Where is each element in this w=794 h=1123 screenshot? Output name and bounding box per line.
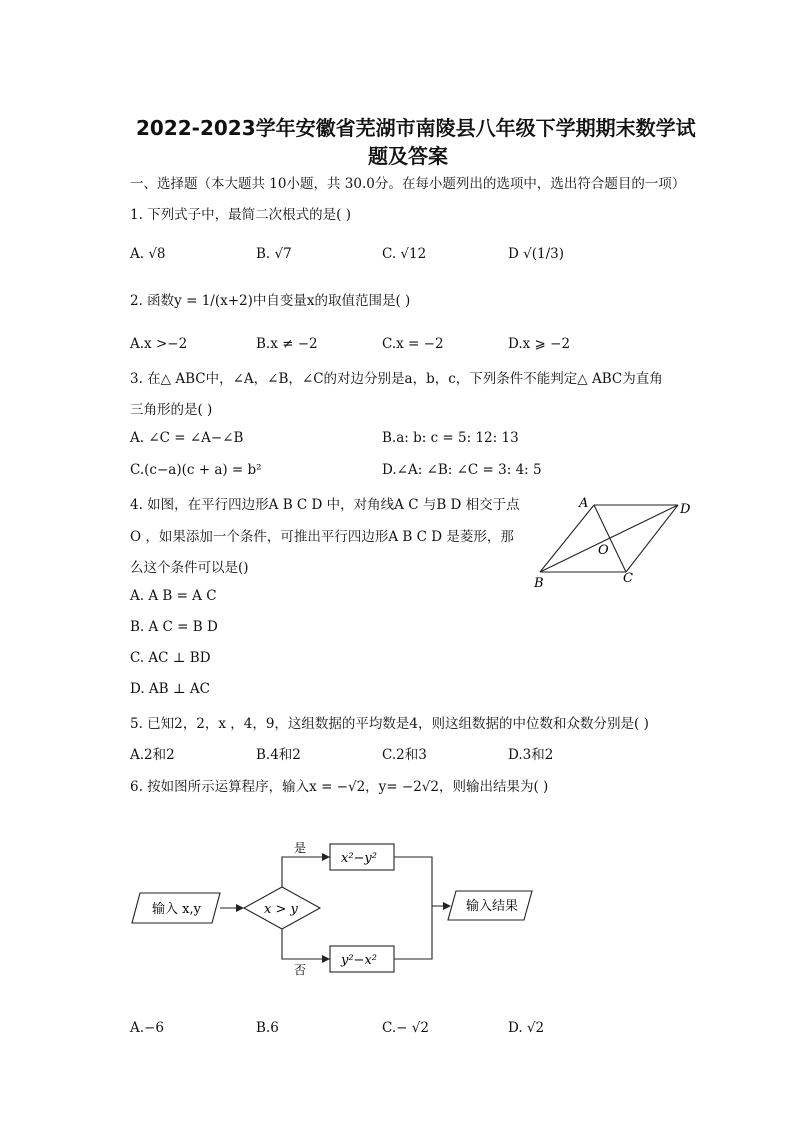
q1-option-c: C. √12	[382, 246, 427, 262]
q6-option-d: D. √2	[508, 1020, 545, 1036]
flowchart-figure	[128, 835, 558, 985]
q4-option-b: B. A C = B D	[130, 619, 218, 635]
merge-line	[394, 857, 432, 959]
q3-option-d: D.∠A: ∠B: ∠C = 3: 4: 5	[382, 462, 542, 478]
flow-bottom-box-label: y²−x²	[341, 953, 377, 968]
flow-condition-label: x > y	[264, 902, 298, 917]
question-2-stem: 2. 函数y = 1/(x+2)中自变量x的取值范围是( )	[130, 293, 411, 309]
flow-input-label: 输入 x,y	[152, 902, 201, 917]
q2-option-b: B.x ≠ −2	[256, 336, 318, 352]
q5-option-a: A.2和2	[130, 747, 175, 763]
q6-option-a: A.−6	[130, 1020, 164, 1036]
arrowhead-top-box	[322, 853, 330, 861]
q3-option-a: A. ∠C = ∠A−∠B	[130, 430, 244, 446]
vertex-label-b: B	[534, 576, 544, 590]
q4-option-a: A. A B = A C	[130, 588, 217, 604]
flow-yes-label: 是	[294, 841, 307, 855]
question-3-stem-line2: 三角形的是( )	[130, 402, 213, 418]
q1-option-d: D √(1/3)	[508, 246, 564, 262]
arrowhead-bottom-box	[322, 955, 330, 963]
arrow-no-branch	[282, 929, 330, 959]
vertex-label-a: A	[579, 496, 589, 511]
q3-option-c: C.(c−a)(c + a) = b²	[130, 462, 262, 478]
arrow-yes-branch	[282, 857, 330, 887]
q2-option-c: C.x = −2	[382, 336, 444, 352]
q2-option-a: A.x >−2	[130, 336, 188, 352]
vertex-label-d: D	[680, 502, 691, 517]
q1-option-a: A. √8	[130, 246, 166, 262]
q5-option-d: D.3和2	[508, 747, 554, 763]
q2-option-d: D.x ⩾ −2	[508, 336, 571, 352]
q5-option-b: B.4和2	[256, 747, 301, 763]
question-5-stem: 5. 已知2，2，x ，4，9，这组数据的平均数是4，则这组数据的中位数和众数分别是( )	[130, 716, 649, 732]
flow-top-box-label: x²−y²	[341, 851, 377, 866]
page-title-line1: 2022-2023学年安徽省芜湖市南陵县八年级下学期期末数学试	[136, 116, 696, 140]
vertex-label-c: C	[623, 571, 633, 586]
flow-output-label: 输入结果	[466, 899, 519, 914]
question-4-stem-line2: O ，如果添加一个条件，可推出平行四边形A B C D 是菱形，那	[130, 529, 514, 545]
question-6-stem: 6. 按如图所示运算程序，输入x = −√2，y= −2√2，则输出结果为( )	[130, 779, 549, 795]
q6-option-b: B.6	[256, 1020, 279, 1036]
q1-option-b: B. √7	[256, 246, 292, 262]
parallelogram-lines	[540, 505, 678, 572]
edge-cd	[626, 505, 678, 572]
question-3-stem-line1: 3. 在△ ABC中，∠A，∠B，∠C的对边分别是a，b，c，下列条件不能判定△ ABC为直角	[130, 371, 663, 387]
page-title-line2: 题及答案	[368, 144, 448, 168]
question-4-stem-line3: 么这个条件可以是()	[130, 560, 249, 576]
edge-ab	[540, 505, 594, 572]
center-label-o: O	[598, 543, 609, 558]
question-4-stem-line1: 4. 如图，在平行四边形A B C D 中，对角线A C 与B D 相交于点	[130, 497, 520, 513]
arrowhead-condition	[236, 904, 244, 912]
q3-option-b: B.a: b: c = 5: 12: 13	[382, 430, 519, 446]
question-1-stem: 1. 下列式子中，最简二次根式的是( )	[130, 207, 351, 223]
parallelogram-figure	[528, 490, 700, 590]
q4-option-c: C. AC ⊥ BD	[130, 650, 211, 666]
diagonal-bd	[540, 505, 678, 572]
q6-option-c: C.− √2	[382, 1020, 429, 1036]
q4-option-d: D. AB ⊥ AC	[130, 681, 210, 697]
q5-option-c: C.2和3	[382, 747, 427, 763]
section-heading: 一、选择题（本大题共 10小题，共 30.0分。在每小题列出的选项中，选出符合题目的一项）	[130, 176, 686, 192]
arrowhead-output	[443, 902, 451, 910]
flow-no-label: 否	[294, 963, 307, 977]
